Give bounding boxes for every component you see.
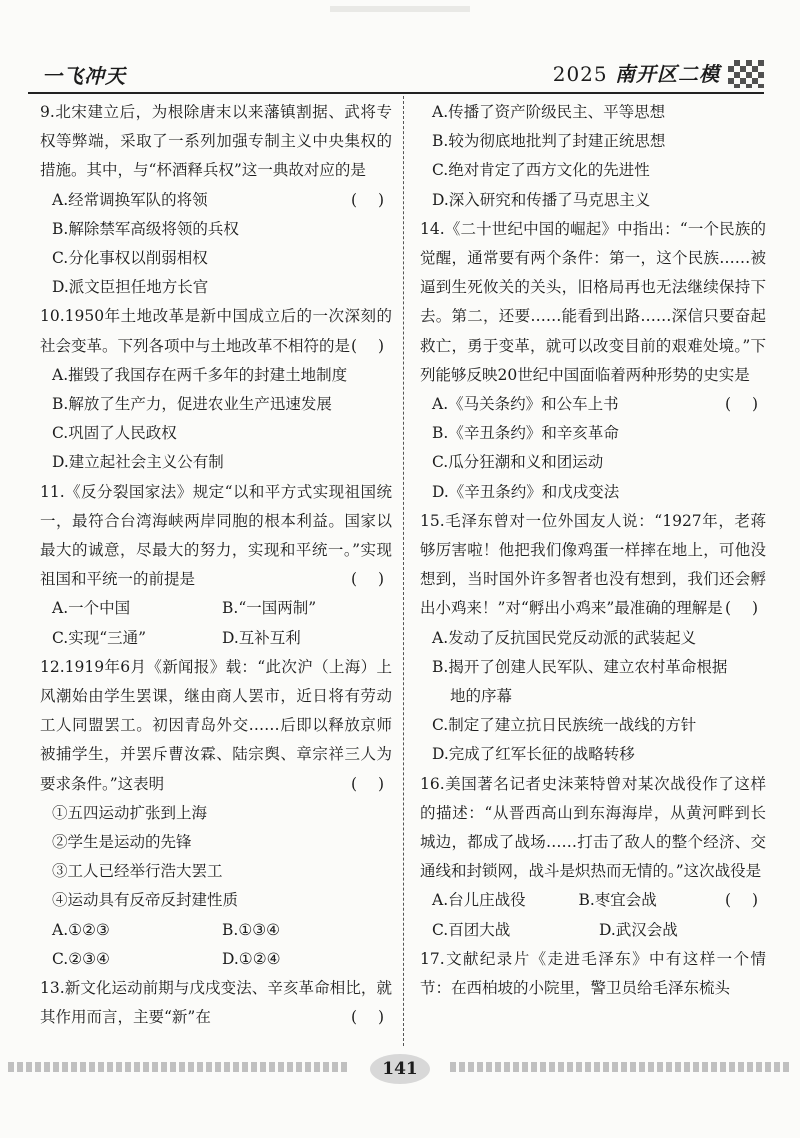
answer-bracket: ( ) (724, 395, 766, 414)
option-b: B.枣宜会战 (578, 891, 657, 910)
answer-bracket: ( ) (724, 891, 766, 910)
question-16-stem: 16.美国著名记者史沫莱特曾对某次战役作了这样的描述：“从晋西高山到东海海岸，从黄河畔到长城边，都成了战场……打击了敌人的整个经济、交通线和封锁网，战斗是炽热而无情的。”这次战役是 (420, 774, 766, 881)
header-rule (28, 92, 764, 94)
option-d: D.武汉会战 (599, 920, 678, 939)
option-a: A.①②③ (52, 920, 110, 939)
option-a: A.一个中国 (52, 599, 131, 618)
answer-bracket: ( ) (350, 1008, 392, 1027)
question-15 (420, 507, 766, 770)
option-d: D.互补互利 (222, 628, 301, 647)
option-c: C.②③④ (52, 949, 110, 968)
option-d: D.派文臣担任地方长官 (52, 278, 209, 297)
option-b: B.①③④ (222, 920, 281, 939)
option-a: A.经常调换军队的将领 (52, 190, 208, 209)
column-divider (403, 96, 404, 1046)
footer-ornament-right (450, 1062, 792, 1072)
question-12-stem: 12.1919年6月《新闻报》载：“此次沪（上海）上风潮始由学生罢课，继由商人罢市，近日将有劳动工人同盟罢工。初因青岛外交……后即以释放京师被捕学生，并罢斥曹汝霖、陆宗舆、章宗祥三人为要求条件。”这表明 (40, 657, 392, 793)
option-d: D.深入研究和传播了马克思主义 (432, 190, 651, 209)
option-d: D.建立起社会主义公有制 (52, 453, 224, 472)
option-b: B.《辛丑条约》和辛亥革命 (432, 424, 619, 443)
option-a: A.发动了反抗国民党反动派的武装起义 (432, 628, 697, 647)
option-c: C.实现“三通” (52, 628, 147, 647)
option-a: A.《马关条约》和公车上书 (432, 395, 619, 414)
answer-bracket: ( ) (350, 774, 392, 793)
option-b: B.“一国两制” (222, 599, 317, 618)
option-d: D.①②④ (222, 949, 281, 968)
option-c: C.百团大战 (432, 920, 511, 939)
checker-pattern-icon (728, 60, 764, 88)
option-c: C.分化事权以削弱相权 (52, 249, 208, 268)
question-13 (40, 974, 392, 1032)
option-b: B.解放了生产力，促进农业生产迅速发展 (52, 395, 332, 414)
option-d: D.《辛丑条约》和戊戌变法 (432, 482, 620, 501)
option-b-continued: 地的序幕 (450, 687, 513, 706)
question-10 (40, 302, 392, 477)
option-c: C.巩固了人民政权 (52, 424, 177, 443)
question-12 (40, 653, 392, 974)
option-c: C.瓜分狂潮和义和团运动 (432, 453, 604, 472)
statement-3: ③工人已经举行浩大罢工 (52, 862, 223, 881)
option-c: C.绝对肯定了西方文化的先进性 (432, 161, 650, 180)
exam-name: 南开区二模 (615, 62, 720, 86)
option-d: D.完成了红军长征的战略转移 (432, 745, 635, 764)
option-a: A.传播了资产阶级民主、平等思想 (432, 103, 666, 121)
question-10-stem: 10.1950年土地改革是新中国成立后的一次深刻的社会变革。下列各项中与土地改革不相符的是 (40, 307, 392, 355)
scan-smudge (330, 6, 470, 12)
page-header (28, 56, 764, 92)
answer-bracket: ( ) (350, 570, 392, 589)
answer-bracket: ( ) (350, 336, 392, 355)
page-number: 141 (350, 1052, 450, 1086)
question-13-options (420, 98, 766, 215)
question-16 (420, 770, 766, 945)
question-17-stem: 17.文献纪录片《走进毛泽东》中有这样一个情节：在西柏坡的小院里，警卫员给毛泽东梳头 (420, 949, 766, 998)
question-9 (40, 98, 392, 302)
option-b: B.解除禁军高级将领的兵权 (52, 219, 239, 238)
question-14 (420, 215, 766, 507)
answer-bracket: ( ) (724, 599, 766, 618)
statement-2: ②学生是运动的先锋 (52, 833, 192, 852)
option-a: A.台儿庄战役 (432, 891, 526, 910)
page-footer (0, 1048, 800, 1088)
exam-title (553, 58, 720, 87)
question-15-stem: 15.毛泽东曾对一位外国友人说：“1927年，老蒋够厉害啦！他把我们像鸡蛋一样摔在地上，可他没想到，当时国外许多智者也没有想到，我们还会孵出小鸡来！”对“孵出小鸡来”最准确的理解是 (420, 511, 766, 618)
option-a: A.摧毁了我国存在两千多年的封建土地制度 (52, 365, 348, 384)
option-b: B.揭开了创建人民军队、建立农村革命根据 (432, 657, 728, 676)
footer-ornament-left (8, 1062, 348, 1072)
question-11 (40, 478, 392, 653)
statement-1: ①五四运动扩张到上海 (52, 803, 208, 822)
option-c: C.制定了建立抗日民族统一战线的方针 (432, 716, 697, 735)
question-14-stem: 14.《二十世纪中国的崛起》中指出：“一个民族的觉醒，通常要有两个条件：第一，这个民族……被逼到生死攸关的关头，旧格局再也无法继续保持下去。第二，还要……能看到出路……深信只要奋起救亡，勇于变革，就可以改变目前的艰难处境。”下列能够反映20世纪中国面临着两种形势的史实是 (420, 219, 766, 384)
left-column (40, 98, 392, 1033)
statement-4: ④运动具有反帝反封建性质 (52, 891, 239, 910)
answer-bracket: ( ) (350, 190, 392, 209)
right-column (420, 98, 766, 1003)
question-17 (420, 945, 766, 1003)
question-11-stem: 11.《反分裂国家法》规定“以和平方式实现祖国统一，最符合台湾海峡两岸同胞的根本利益。国家以最大的诚意，尽最大的努力，实现和平统一。”实现祖国和平统一的前提是 (40, 482, 392, 589)
option-b: B.较为彻底地批判了封建正统思想 (432, 132, 666, 151)
question-9-stem: 9.北宋建立后，为根除唐末以来藩镇割据、武将专权等弊端，采取了一系列加强专制主义中央集权的措施。其中，与“杯酒释兵权”这一典故对应的是 (40, 103, 392, 180)
brand-logo-text: 一飞冲天 (42, 64, 126, 88)
question-13-stem: 13.新文化运动前期与戊戌变法、辛亥革命相比，就其作用而言，主要“新”在 (40, 979, 392, 1027)
exam-year: 2025 (552, 62, 608, 86)
